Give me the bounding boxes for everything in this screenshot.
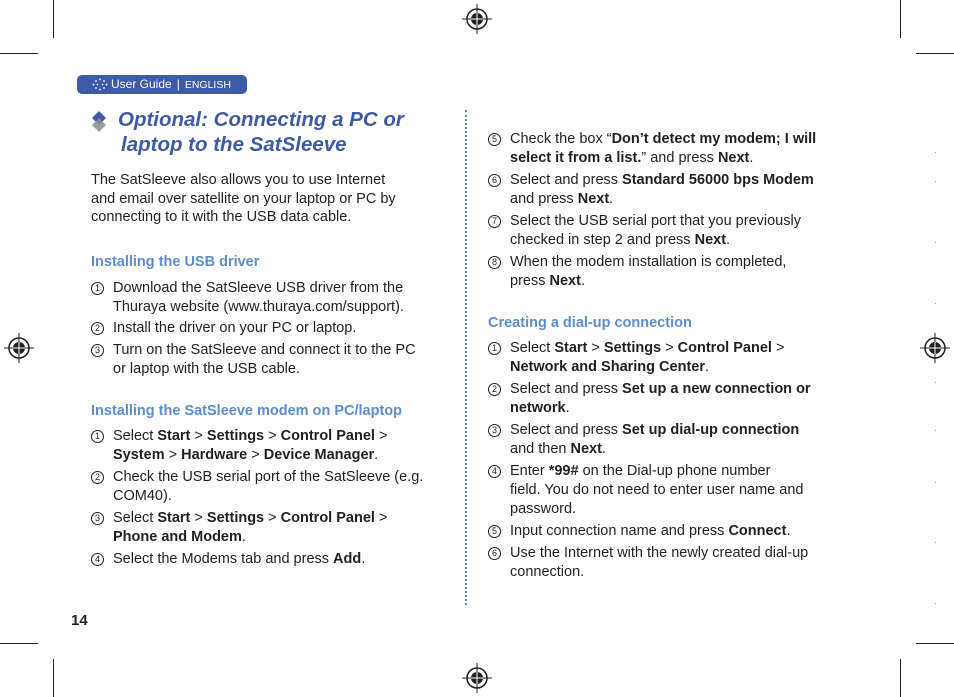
next-label: Next [570,441,602,457]
step-text: checked in step 2 and press [510,232,691,248]
arrow-separator: > [194,510,203,526]
modem-step-2 [94,468,424,506]
modem-step-7 [491,212,801,250]
crop-mark-bottom-right-v [900,659,901,697]
menu-system: System [113,447,165,463]
edge-dot [935,542,936,543]
step-text: Select [113,510,154,526]
step-text: Select the USB serial port that you previously [510,213,801,229]
step-text: field. You do not need to enter user name and [510,482,804,498]
step-number: 3 [91,512,104,525]
arrow-separator: > [168,447,178,463]
crop-mark-bottom-right-h [916,643,954,644]
step-period: . [241,529,246,545]
step-number: 1 [91,430,104,443]
arrow-separator: > [194,428,203,444]
arrow-separator: > [665,340,674,356]
step-number: 8 [488,256,501,269]
page-title-line-2: laptop to the SatSleeve [121,133,347,156]
step-text: and press [510,191,574,207]
step-text: Use the Internet with the newly created dial-up [510,545,809,561]
edge-dot [935,152,936,153]
step-number: 7 [488,215,501,228]
step-number: 6 [488,547,501,560]
step-period: . [609,191,614,207]
step-text: press [510,273,546,289]
crop-mark-top-left-h [0,53,38,54]
edge-dot [935,242,936,243]
step-number: 3 [91,344,104,357]
step-period: . [361,551,366,567]
add-label: Add [333,551,362,567]
usb-step-3 [94,341,416,379]
menu-settings: Settings [206,510,265,526]
dialup-step-5 [491,522,791,541]
step-text: Select and press [510,381,619,397]
modem-step-5 [491,130,817,168]
step-text: Enter [510,463,545,479]
menu-hardware: Hardware [181,447,248,463]
edge-dot [935,303,936,304]
registration-mark-icon [462,663,492,693]
edge-dot [935,603,936,604]
dialup-step-2 [491,380,811,418]
next-label: Next [549,273,581,289]
usb-step-2 [94,319,357,338]
edge-dot [935,382,936,383]
step-text: COM40). [113,488,172,504]
step-period: . [601,441,606,457]
menu-network-sharing-center: Network and Sharing Center [510,359,705,375]
page-title-line-1: Optional: Connecting a PC or [118,108,404,131]
step-number: 5 [488,133,501,146]
modem-heading: Installing the SatSleeve modem on PC/laptop [91,403,402,419]
user-guide-label: User Guide [111,77,172,91]
menu-start: Start [157,510,191,526]
menu-phone-and-modem: Phone and Modem [113,529,242,545]
crop-mark-top-right-h [916,53,954,54]
arrow-separator: > [775,340,785,356]
dial-code: *99# [548,463,579,479]
intro-line: connecting to it with the USB data cable. [91,209,352,225]
modem-step-1 [94,427,388,465]
page-title [118,107,448,157]
edge-dot [935,181,936,182]
menu-start: Start [554,340,588,356]
step-bold-text: network [510,400,566,416]
intro-paragraph [91,171,396,227]
next-label: Next [717,150,750,166]
header-separator: | [176,77,180,91]
step-text: or laptop with the USB cable. [113,361,300,377]
diamond-bullet-icon [90,110,108,132]
step-text: Select [113,428,154,444]
next-label: Next [577,191,610,207]
step-period: . [786,523,791,539]
step-number: 4 [488,465,501,478]
step-text: Select the Modems tab and press [113,551,330,567]
step-number: 5 [488,525,501,538]
step-number: 6 [488,174,501,187]
menu-control-panel: Control Panel [280,428,375,444]
language-label: ENGLISH [184,79,231,91]
intro-line: and email over satellite on your laptop or PC by [91,190,396,207]
page-number: 14 [71,612,88,629]
modem-step-4 [94,550,366,569]
menu-control-panel: Control Panel [280,510,375,526]
dialup-step-4 [491,462,804,519]
step-text: Turn on the SatSleeve and connect it to the PC [113,342,416,358]
edge-dot [935,482,936,483]
modem-step-6 [491,171,814,209]
step-number: 3 [488,424,501,437]
user-guide-tab [77,75,247,94]
step-text: When the modem installation is completed, [510,254,787,270]
step-bold-text: Set up dial-up connection [622,422,800,438]
intro-line: The SatSleeve also allows you to use Internet [91,172,386,188]
dialup-heading: Creating a dial-up connection [488,315,692,331]
registration-mark-icon [462,4,492,34]
menu-settings: Settings [206,428,265,444]
step-bold-text: Set up a new connection or [622,381,811,397]
step-number: 2 [91,322,104,335]
step-number: 4 [91,553,104,566]
menu-control-panel: Control Panel [677,340,772,356]
step-text: and then [510,441,567,457]
step-text: Select and press [510,172,619,188]
step-text: Thuraya website (www.thuraya.com/support). [113,299,404,315]
arrow-separator: > [251,447,260,463]
menu-start: Start [157,428,191,444]
connect-label: Connect [728,523,787,539]
step-period: . [749,150,754,166]
arrow-separator: > [268,428,277,444]
step-number: 2 [91,471,104,484]
usb-driver-heading: Installing the USB driver [91,254,260,270]
column-divider [465,110,467,605]
step-text: Select [510,340,551,356]
step-period: . [726,232,731,248]
dialup-step-6 [491,544,809,582]
dialup-step-1 [491,339,785,377]
menu-device-manager: Device Manager [263,447,375,463]
crop-mark-top-right-v [900,0,901,38]
step-text: Install the driver on your PC or laptop. [113,320,357,336]
crop-mark-bottom-left-v [53,659,54,697]
registration-mark-icon [920,333,950,363]
step-text: on the Dial-up phone number [582,463,771,479]
modem-step-8 [491,253,787,291]
step-text: password. [510,501,577,517]
step-bold-text: Don’t detect my modem; I will [611,131,817,147]
step-text: Download the SatSleeve USB driver from the [113,280,404,296]
step-number: 1 [488,342,501,355]
arrow-separator: > [378,428,388,444]
step-text: Select and press [510,422,619,438]
registration-mark-icon [4,333,34,363]
step-bold-text: select it from a list. [510,150,642,166]
next-label: Next [694,232,727,248]
step-text: ” and press [641,150,714,166]
step-text: Check the USB serial port of the SatSleeve (e.g. [113,469,424,485]
arrow-separator: > [268,510,277,526]
crop-mark-top-left-v [53,0,54,38]
edge-dot [935,430,936,431]
usb-step-1 [94,279,404,317]
arrow-separator: > [378,510,388,526]
step-period: . [565,400,570,416]
step-text: Check the box “ [510,131,612,147]
sparkle-dots-icon [92,78,108,91]
menu-settings: Settings [603,340,662,356]
crop-mark-bottom-left-h [0,643,38,644]
modem-step-3 [94,509,388,547]
step-number: 1 [91,282,104,295]
step-period: . [704,359,710,375]
step-text: Input connection name and press [510,523,725,539]
step-period: . [374,447,379,463]
step-period: . [580,273,585,289]
dialup-step-3 [491,421,800,459]
step-number: 2 [488,383,501,396]
step-bold-text: Standard 56000 bps Modem [622,172,814,188]
arrow-separator: > [591,340,600,356]
step-text: connection. [510,564,585,580]
